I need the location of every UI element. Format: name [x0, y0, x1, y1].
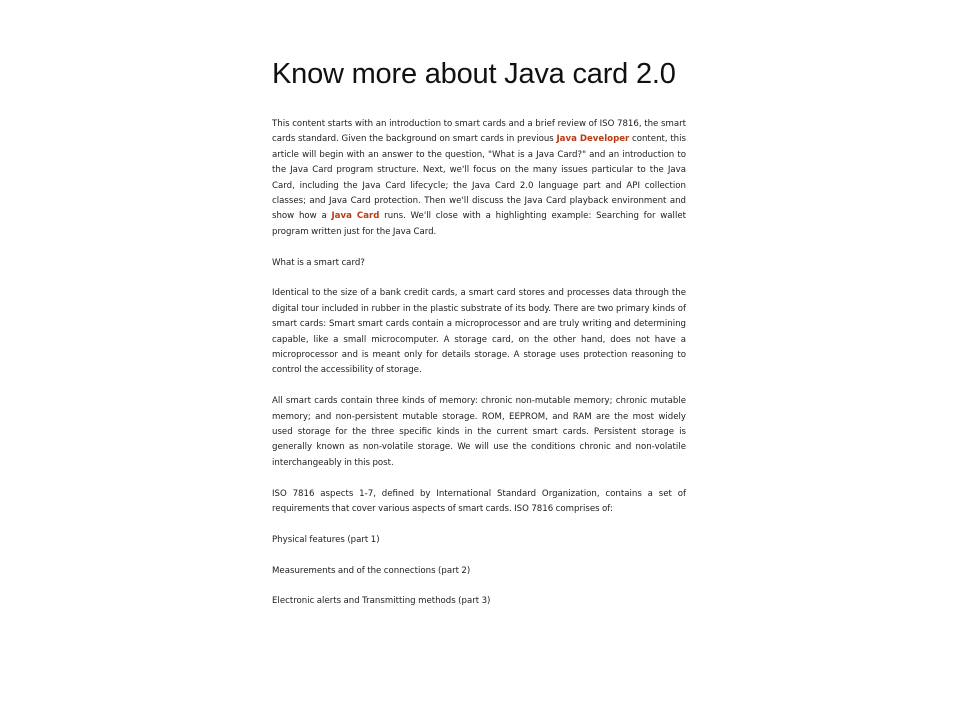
smart-card-paragraph: Identical to the size of a bank credit cards, a smart card stores and processes data through the digital tour included in rubber in the plastic substrate of its body. There are two primary kinds of smart cards: Smart smart cards contain a microprocessor and are truly writing and determining capable, like a small microcomputer. A storage card, on the other hand, does not have a microprocessor and is meant only for details storage. A storage uses protection reasoning to control the accessibility of storage.	[272, 288, 686, 376]
document-page	[272, 58, 686, 625]
intro-text-3: runs. We'll close with a highlighting example: Searching for wallet program written just for the Java Card.	[272, 211, 686, 237]
intro-paragraph	[272, 117, 686, 240]
java-developer-link[interactable]: Java Developer	[556, 134, 630, 145]
iso-paragraph: ISO 7816 aspects 1-7, defined by International Standard Organization, contains a set of requirements that cover various aspects of smart cards. ISO 7816 comprises of:	[272, 488, 686, 515]
page-title: Know more about Java card 2.0	[272, 58, 676, 90]
intro-text-2: content, this article will begin with an answer to the question, "What is a Java Card?" and an introduction to the Java Card program structure. Next, we'll focus on the many issues particular to the Java Card, including the Java Card lifecycle; the Java Card 2.0 language part and API collection classes; and Java Card protection. Then we'll discuss the Java Card playback environment and show how a	[272, 134, 686, 222]
list-item-electronic: Electronic alerts and Transmitting methods (part 3)	[272, 596, 491, 607]
memory-paragraph: All smart cards contain three kinds of memory: chronic non-mutable memory; chronic mutable memory; and non-persistent mutable storage. ROM, EEPROM, and RAM are the most widely used storage for the three specific kinds in the current smart cards. Persistent storage is generally known as non-volatile storage. We will use the conditions chronic and non-volatile interchangeably in this post.	[272, 396, 686, 468]
list-item-measurements: Measurements and of the connections (part 2)	[272, 565, 471, 576]
list-item-physical: Physical features (part 1)	[272, 534, 380, 545]
intro-text-1: This content starts with an introduction to smart cards and a brief review of ISO 7816, the smart cards standard. Given the background on smart cards in previous	[272, 119, 686, 145]
smart-card-heading: What is a smart card?	[272, 257, 365, 268]
java-card-link[interactable]: Java Card	[331, 211, 380, 222]
